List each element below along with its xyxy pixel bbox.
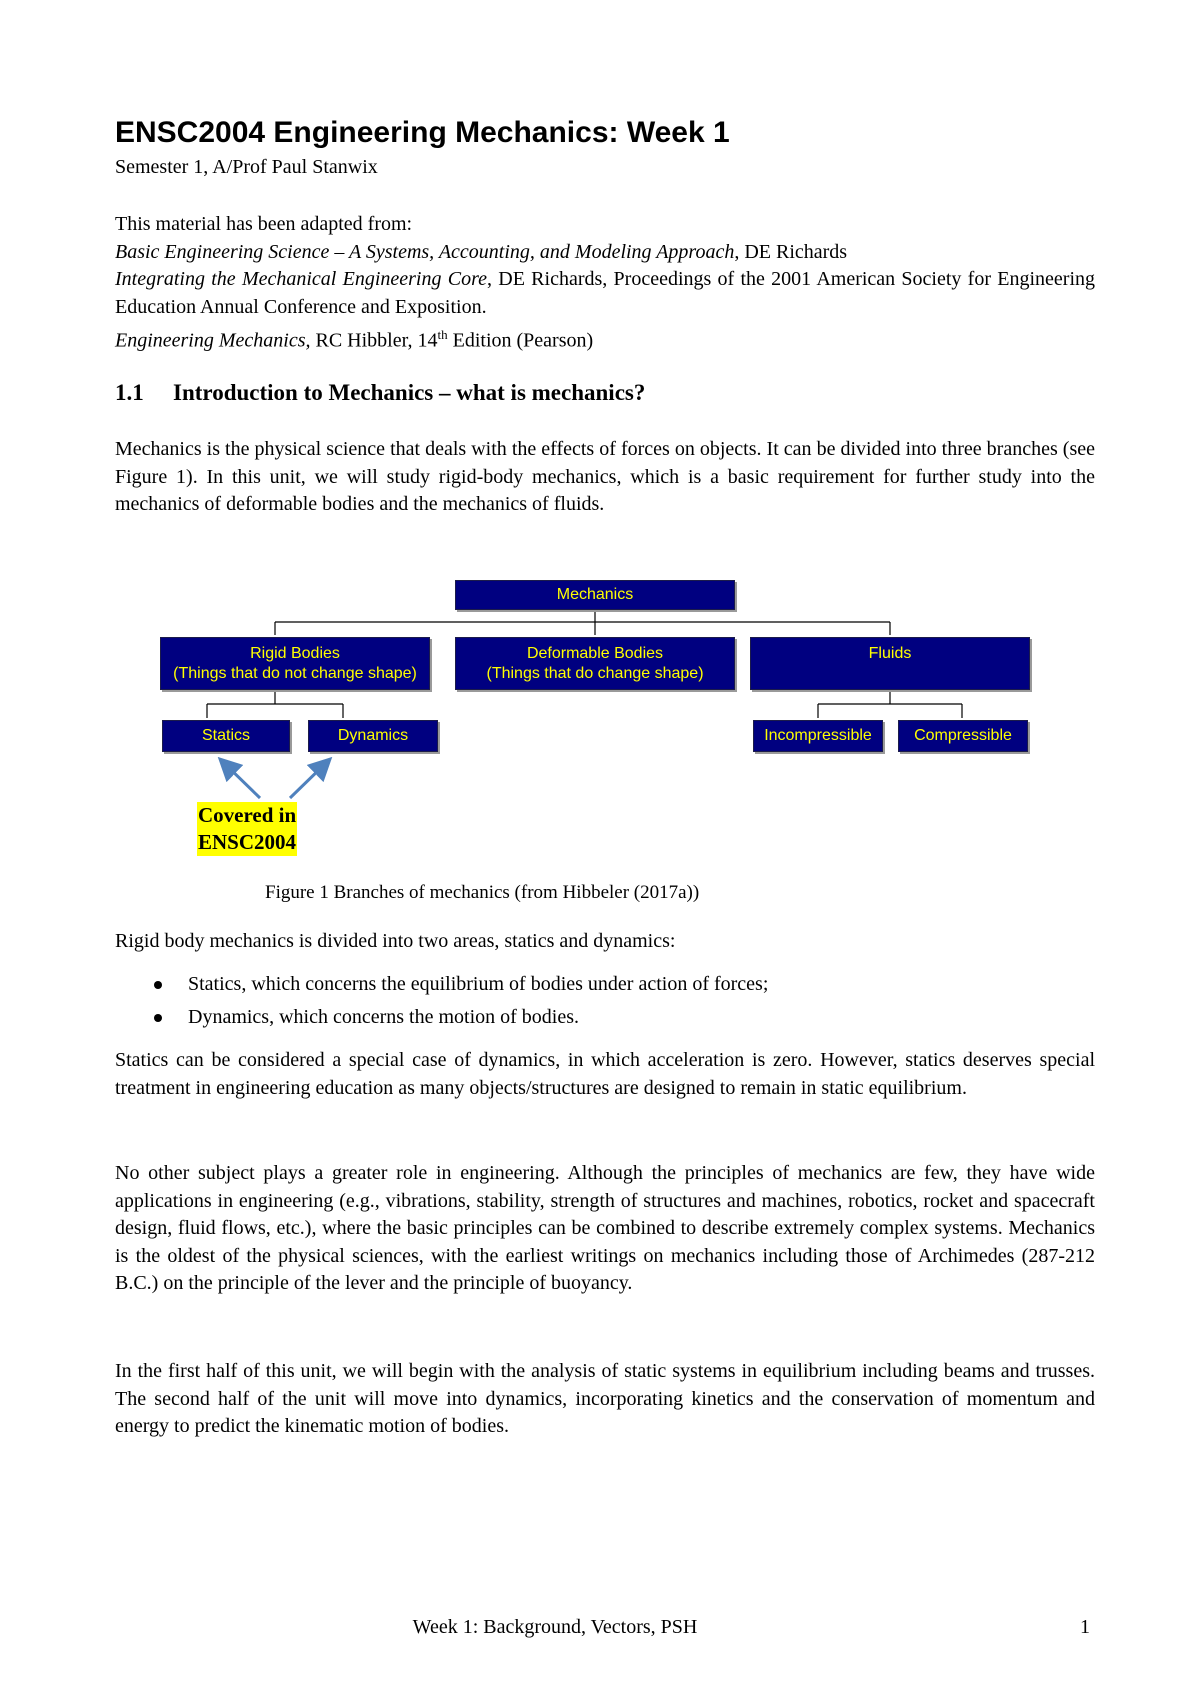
bullet-item-dynamics [148,1001,768,1034]
figure-caption: Figure 1 Branches of mechanics (from Hibbeler (2017a)) [265,882,700,903]
paragraph-statics-special-case: Statics can be considered a special case of dynamics, in which acceleration is zero. However, statics deserves special treatment in engineering education as many objects/structures are designed to remain in static equilibrium. [115,1049,1095,1099]
bullet-icon [154,981,162,989]
source-1-title: Basic Engineering Science – A Systems, Accounting, and Modeling Approach [115,240,735,263]
covered-callout-line2: ENSC2004 [198,830,297,854]
source-3-rest: Edition (Pearson) [447,329,594,352]
section-number: 1.1 [115,380,144,405]
bullet-item-statics [148,968,768,1001]
source-2-title: Integrating the Mechanical Engineering Core [115,268,487,290]
node-dynamics [308,720,438,752]
section-title: Introduction to Mechanics – what is mechanics? [173,380,646,405]
node-fluids-label: Fluids [868,645,912,662]
covered-callout-line1: Covered in [198,803,297,827]
node-rigid-bodies [160,637,430,690]
paragraph-mechanics-definition: Mechanics is the physical science that deals with the effects of forces on objects. It can be divided into three branches (see Figure 1). In this unit, we will study rigid-body mechanics, which is a basic requirement for further study into the mechanics of deformable bodies and the mechanics of fluids. [115,438,1095,515]
callout-arrows [222,761,328,798]
document-title: ENSC2004 Engineering Mechanics: Week 1 [115,116,730,149]
node-statics-label: Statics [201,727,250,744]
node-dynamics-label: Dynamics [337,727,409,744]
paragraph-role-in-engineering: No other subject plays a greater role in engineering. Although the principles of mechanics are few, they have wide applications in engineering (e.g., vibrations, stability, strength of structures and machines, robotics, rocket and spacecraft design, fluid flows, etc.), where the basic principles can be combined to describe extremely complex systems. Mechanics is the oldest of the physical sciences, with the earliest writings on mechanics including those of Archimedes (287-212 B.C.) on the principle of the lever and the principle of buoyancy. [115,1162,1095,1294]
bullet-item-dynamics-text: Dynamics, which concerns the motion of bodies. [188,1006,580,1028]
source-reference-2 [115,266,1095,321]
source-reference-1 [115,239,1095,267]
section-heading [115,378,645,408]
paragraph-unit-outline: In the first half of this unit, we will begin with the analysis of static systems in equilibrium including beams and trusses. The second half of the unit will move into dynamics, incorporating kinetics and the conservation of momentum and energy to predict the kinematic motion of bodies. [115,1360,1095,1437]
sources-block [115,211,1095,355]
page-footer: Week 1: Background, Vectors, PSH [412,1616,698,1638]
covered-callout [197,802,297,856]
page-number: 1 [1080,1616,1090,1638]
bullet-list [148,968,768,1034]
bullet-icon [154,1014,162,1022]
source-reference-3 [115,321,1095,355]
node-compressible-label: Compressible [914,727,1012,744]
node-deformable-bodies-label: Deformable Bodies [526,644,664,662]
paragraph-rigid-body-areas: Rigid body mechanics is divided into two areas, statics and dynamics: [115,930,676,952]
source-3-author: RC Hibbler, 14 [310,329,438,352]
sources-intro: This material has been adapted from: [115,213,413,235]
source-1-rest: , DE Richards [734,240,848,263]
node-mechanics-label: Mechanics [556,586,634,603]
source-3-sup: th [437,327,448,342]
source-3-title: Engineering Mechanics, [115,329,311,352]
bullet-item-statics-text: Statics, which concerns the equilibrium of bodies under action of forces; [188,973,769,995]
node-deformable-bodies [455,637,735,690]
node-incompressible-label: Incompressible [764,727,872,744]
node-incompressible [753,720,883,752]
node-compressible [898,720,1028,752]
mechanics-branches-diagram [150,570,1050,870]
node-rigid-bodies-sublabel: (Things that do not change shape) [173,664,417,682]
node-statics [162,720,290,752]
node-deformable-bodies-sublabel: (Things that do change shape) [486,664,704,682]
node-rigid-bodies-label: Rigid Bodies [250,644,340,662]
document-subtitle: Semester 1, A/Prof Paul Stanwix [115,156,378,178]
node-mechanics [455,580,735,610]
source-2-rest: , DE Richards, Proceedings of the 2001 American Society for Engineering Education Annual Conference and Exposition. [115,268,1096,318]
node-fluids [750,637,1030,690]
